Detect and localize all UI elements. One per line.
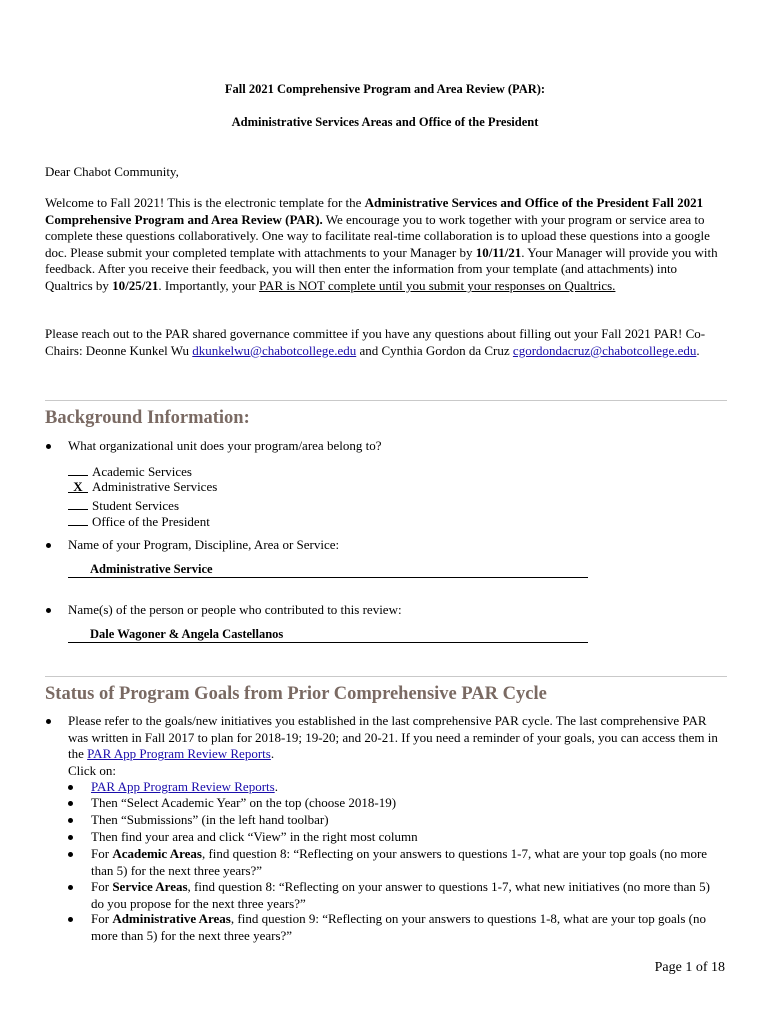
bullet-icon xyxy=(68,835,73,840)
step-submissions: Then “Submissions” (in the left hand toolbar) xyxy=(91,812,329,827)
step-academic-areas: For Academic Areas, find question 8: “Reflecting on your answers to questions 1-7, what are your top goals (no more than 5) for the next three years?” xyxy=(91,846,708,878)
question-program-name: Name of your Program, Discipline, Area or Service: xyxy=(68,537,340,552)
bullet-icon xyxy=(68,917,73,922)
page-number: Page 1 of 18 xyxy=(654,960,725,975)
step-service-areas: For Service Areas, find question 8: “Reflecting on your answer to questions 1-7, what new initiatives (no more than 5) do you propose for the next three years?” xyxy=(91,879,710,911)
question-org-unit: What organizational unit does your program/area belong to? xyxy=(68,438,382,453)
contact-paragraph: Please reach out to the PAR shared governance committee if you have any questions about filling out your Fall 2021 PAR! Co-Chairs: Deonne Kunkel Wu dkunkelwu@chabotcollege.edu and Cynthia Gordon da Cruz cgordondacruz@chabotcollege.edu. xyxy=(45,326,706,358)
step-select-year: Then “Select Academic Year” on the top (choose 2018-19) xyxy=(91,795,397,810)
section-divider xyxy=(45,400,727,401)
program-name-field[interactable]: Administrative Service xyxy=(68,560,588,578)
intro-paragraph: Welcome to Fall 2021! This is the electronic template for the Administrative Services and Office of the President Fall 2021 Comprehensive Program and Area Review (PAR). We encourage you to work together with your program or service area to complete these questions collaboratively. One way to facilitate real-time collaboration is to upload these questions into a google doc. Please submit your completed template with attachments to your Manager by 10/11/21. Your Manager will provide you with feedback. After you receive their feedback, you will then enter the information from your template (and attachments) into Qualtrics by 10/25/21. Importantly, your PAR is NOT complete until you submit your responses on Qualtrics. xyxy=(45,195,718,293)
contributors-field[interactable]: Dale Wagoner & Angela Castellanos xyxy=(68,625,588,643)
option-office-of-president[interactable]: Office of the President xyxy=(68,512,210,531)
background-heading: Background Information: xyxy=(45,408,250,428)
document-title-line1: Fall 2021 Comprehensive Program and Area Review (PAR): xyxy=(224,82,546,96)
bullet-icon xyxy=(68,785,73,790)
step-par-app: PAR App Program Review Reports. xyxy=(91,779,278,794)
document-title-line2: Administrative Services Areas and Office of the President xyxy=(231,115,539,129)
bullet-icon xyxy=(46,719,51,724)
step-administrative-areas: For Administrative Areas, find question 9: “Reflecting on your answers to questions 1-8, what are your top goals (no more than 5) for the next three years?” xyxy=(91,911,707,943)
email-link-dkunkelwu[interactable]: dkunkelwu@chabotcollege.edu xyxy=(192,342,357,358)
greeting: Dear Chabot Community, xyxy=(45,164,179,179)
par-app-link[interactable]: PAR App Program Review Reports xyxy=(87,746,271,762)
bullet-icon xyxy=(68,852,73,857)
bullet-icon xyxy=(68,801,73,806)
section-divider xyxy=(45,676,727,677)
email-link-cgordondacruz[interactable]: cgordondacruz@chabotcollege.edu xyxy=(512,342,697,358)
bullet-icon xyxy=(46,444,51,449)
question-contributors: Name(s) of the person or people who contributed to this review: xyxy=(68,602,402,617)
option-academic-services[interactable]: Academic Services xyxy=(68,462,192,481)
bullet-icon xyxy=(46,543,51,548)
click-on-label: Click on: xyxy=(68,762,117,778)
bullet-icon xyxy=(46,608,51,613)
status-heading: Status of Program Goals from Prior Comprehensive PAR Cycle xyxy=(45,684,547,704)
option-administrative-services[interactable]: X Administrative Services xyxy=(68,479,217,496)
step-view: Then find your area and click “View” in the right most column xyxy=(91,829,418,844)
option-student-services[interactable]: Student Services xyxy=(68,496,179,515)
status-paragraph: Please refer to the goals/new initiatives you established in the last comprehensive PAR cycle. The last comprehensive PAR was written in Fall 2017 to plan for 2018-19; 19-20; and 20-21. If you need a reminder of your goals, you can access them in the PAR App Program Review Reports. Click on: xyxy=(68,713,718,778)
bullet-icon xyxy=(68,885,73,890)
par-app-reports-link[interactable]: PAR App Program Review Reports xyxy=(91,779,275,794)
bullet-icon xyxy=(68,818,73,823)
